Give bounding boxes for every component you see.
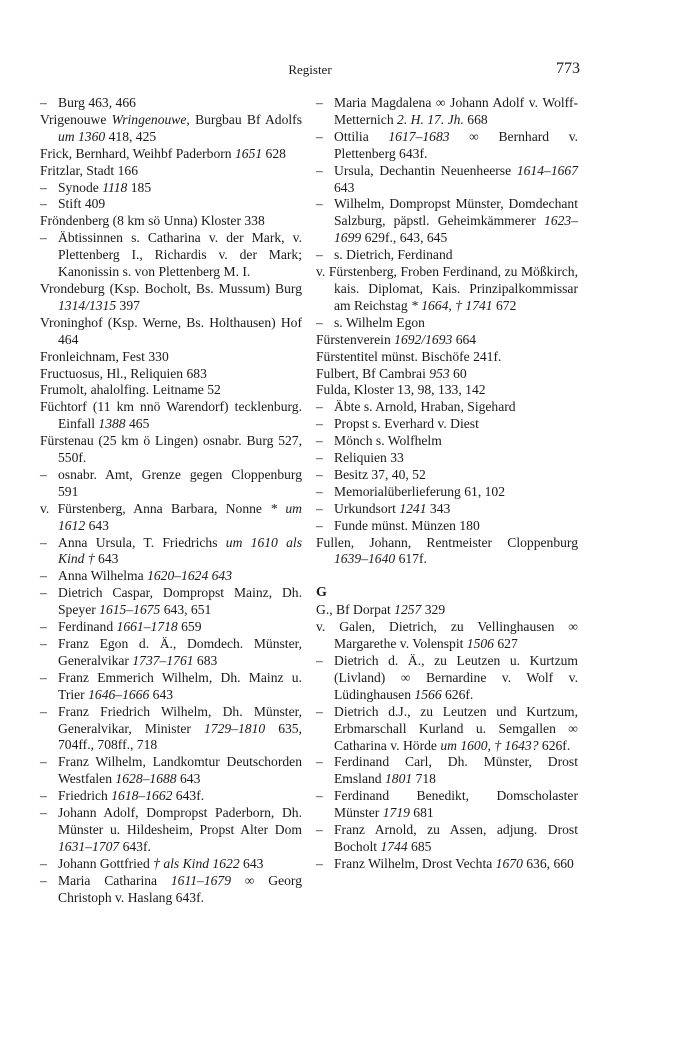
- index-entry: Fullen, Johann, Rentmeister Cloppenburg 1639–1640 617f.: [316, 534, 578, 567]
- index-entry: v. Fürstenberg, Anna Barbara, Nonne * um 1612 643: [40, 500, 302, 533]
- index-subentry: – Wilhelm, Dompropst Münster, Domdechant Salzburg, päpstl. Geheimkämmerer 1623–1699 629f., 643, 645: [316, 196, 578, 247]
- index-entry: Frick, Bernhard, Weihbf Paderborn 1651 628: [40, 145, 286, 161]
- index-subentry: – Anna Wilhelma 1620–1624 643: [40, 568, 302, 585]
- index-subentry: – Besitz 37, 40, 52: [316, 467, 578, 484]
- index-entry: Fronleichnam, Fest 330: [40, 348, 169, 364]
- index-subentry: – Johann Adolf, Dompropst Paderborn, Dh. Münster u. Hildesheim, Propst Alter Dom 1631–1707 643f.: [40, 805, 302, 856]
- index-entry: Fürstentitel münst. Bischöfe 241f.: [316, 348, 502, 364]
- index-subentry: – Reliquien 33: [316, 450, 578, 467]
- index-subentry: – Dietrich Caspar, Dompropst Mainz, Dh. Speyer 1615–1675 643, 651: [40, 585, 302, 619]
- index-subentry: – Propst s. Everhard v. Diest: [316, 416, 578, 433]
- index-subentry: – Dietrich d. Ä., zu Leutzen u. Kurtzum (Livland) ∞ Bernardine v. Wolf v. Lüdinghausen 1566 626f.: [316, 653, 578, 704]
- index-subentry: – Anna Ursula, T. Friedrichs um 1610 als Kind † 643: [40, 535, 302, 569]
- index-entry: Vrigenouwe Wringenouwe, Burgbau Bf Adolfs um 1360 418, 425: [40, 111, 302, 144]
- index-subentry: – Franz Friedrich Wilhelm, Dh. Münster, Generalvikar, Minister 1729–1810 635, 704ff., 708ff., 718: [40, 704, 302, 755]
- index-entry: Fürstenverein 1692/1693 664: [316, 331, 477, 347]
- index-entry: Vrondeburg (Ksp. Bocholt, Bs. Mussum) Burg 1314/1315 397: [40, 280, 302, 313]
- index-entry: Frumolt, ahalolfing. Leitname 52: [40, 382, 221, 398]
- index-subentry: – Urkundsort 1241 343: [316, 501, 578, 518]
- index-subentry: – Maria Magdalena ∞ Johann Adolf v. Wolff-Metternich 2. H. 17. Jh. 668: [316, 95, 578, 129]
- index-entry: Füchtorf (11 km nnö Warendorf) tecklenburg. Einfall 1388 465: [40, 399, 302, 432]
- index-subentry: – Franz Emmerich Wilhelm, Dh. Mainz u. Trier 1646–1666 643: [40, 670, 302, 704]
- page-header: [40, 60, 580, 82]
- index-subentry: – s. Dietrich, Ferdinand: [316, 247, 578, 264]
- index-subentry: – Burg 463, 466: [40, 95, 302, 112]
- index-subentry: – Mönch s. Wolfhelm: [316, 433, 578, 450]
- index-entry: Fructuosus, Hl., Reliquien 683: [40, 365, 207, 381]
- index-subentry: – Ottilia 1617–1683 ∞ Bernhard v. Plettenberg 643f.: [316, 129, 578, 163]
- left-column: [40, 95, 302, 907]
- page-number: 773: [556, 60, 580, 77]
- index-subentry: – Maria Catharina 1611–1679 ∞ Georg Christoph v. Haslang 643f.: [40, 873, 302, 907]
- index-entry: Fürstenau (25 km ö Lingen) osnabr. Burg 527, 550f.: [40, 433, 302, 466]
- index-entry: Fulbert, Bf Cambrai 953 60: [316, 365, 467, 381]
- index-subentry: – osnabr. Amt, Grenze gegen Cloppenburg 591: [40, 467, 302, 501]
- index-subentry: – s. Wilhelm Egon: [316, 315, 578, 332]
- index-entry: v. Galen, Dietrich, zu Vellinghausen ∞ Margarethe v. Volenspit 1506 627: [316, 619, 578, 652]
- index-subentry: – Ferdinand Benedikt, Domscholaster Münster 1719 681: [316, 788, 578, 822]
- index-subentry: – Ursula, Dechantin Neuenheerse 1614–1667 643: [316, 163, 578, 197]
- index-subentry: – Dietrich d.J., zu Leutzen und Kurtzum, Erbmarschall Kurland u. Semgallen ∞ Catharina v. Hörde um 1600, † 1643? 626f.: [316, 704, 578, 755]
- index-entry: Vroninghof (Ksp. Werne, Bs. Holthausen) Hof 464: [40, 314, 302, 347]
- index-entry: v. Fürstenberg, Froben Ferdinand, zu Mößkirch, kais. Diplomat, Kais. Prinzipalkommissar am Reichstag * 1664, † 1741 672: [316, 264, 578, 313]
- index-subentry: – Franz Arnold, zu Assen, adjung. Drost Bocholt 1744 685: [316, 822, 578, 856]
- index-subentry: – Franz Egon d. Ä., Domdech. Münster, Generalvikar 1737–1761 683: [40, 636, 302, 670]
- section-letter: G: [316, 585, 327, 601]
- index-subentry: – Franz Wilhelm, Landkomtur Deutschorden Westfalen 1628–1688 643: [40, 754, 302, 788]
- index-subentry: – Äbte s. Arnold, Hraban, Sigehard: [316, 399, 578, 416]
- index-subentry: – Funde münst. Münzen 180: [316, 518, 578, 535]
- index-entry: Fröndenberg (8 km sö Unna) Kloster 338: [40, 213, 265, 229]
- index-subentry: – Franz Wilhelm, Drost Vechta 1670 636, 660: [316, 856, 578, 873]
- index-entry: G., Bf Dorpat 1257 329: [316, 602, 446, 618]
- right-column: [316, 95, 578, 873]
- index-subentry: – Ferdinand Carl, Dh. Münster, Drost Emsland 1801 718: [316, 754, 578, 788]
- index-subentry: – Ferdinand 1661–1718 659: [40, 619, 302, 636]
- index-subentry: – Memorialüberlieferung 61, 102: [316, 484, 578, 501]
- index-entry: Fulda, Kloster 13, 98, 133, 142: [316, 382, 486, 398]
- index-subentry: – Friedrich 1618–1662 643f.: [40, 788, 302, 805]
- index-subentry: – Stift 409: [40, 196, 302, 213]
- index-entry: Fritzlar, Stadt 166: [40, 162, 138, 178]
- index-subentry: – Äbtissinnen s. Catharina v. der Mark, v. Plettenberg I., Richardis v. der Mark; Kanonissin s. von Plettenberg M. I.: [40, 230, 302, 281]
- running-head: Register: [288, 62, 332, 77]
- index-subentry: – Synode 1118 185: [40, 180, 302, 197]
- index-subentry: – Johann Gottfried † als Kind 1622 643: [40, 856, 302, 873]
